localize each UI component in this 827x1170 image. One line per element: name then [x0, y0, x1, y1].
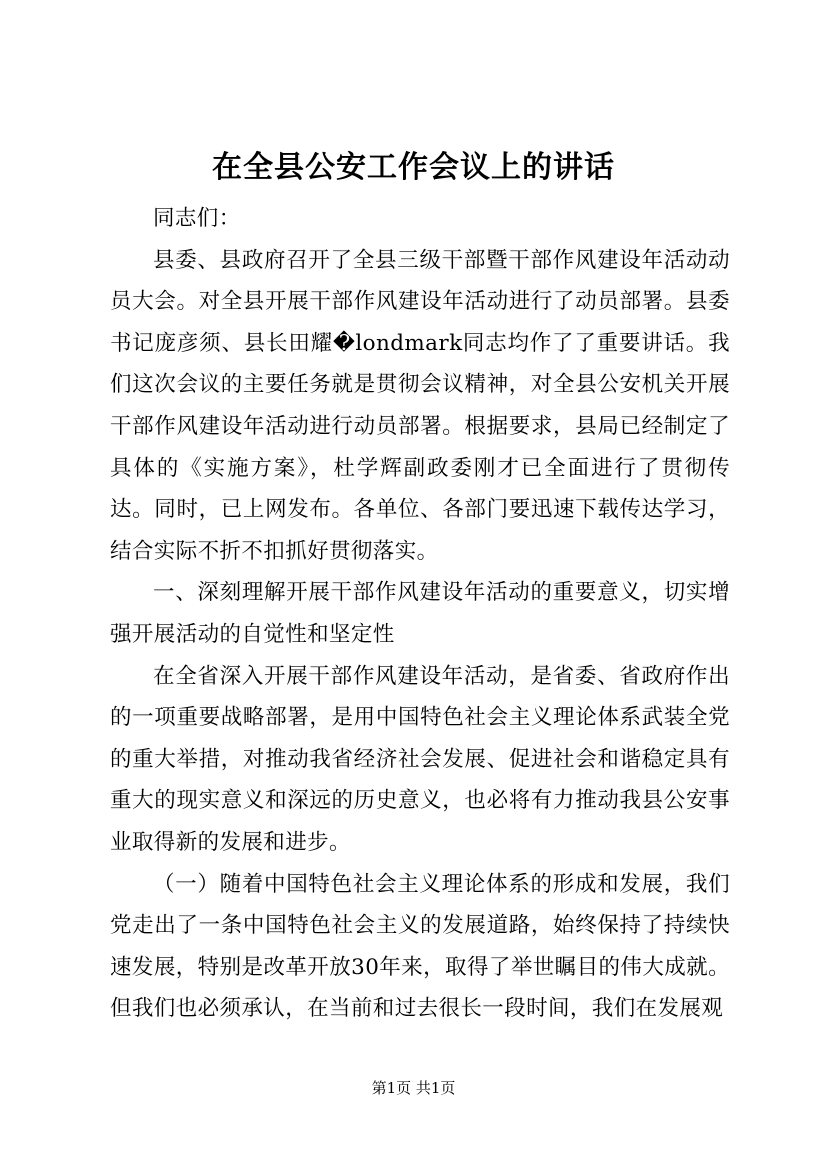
paragraph-significance: 在全省深入开展干部作风建设年活动，是省委、省政府作出的一项重要战略部署，是用中国特色社会主义理论体系武装全党的重大举措，对推动我省经济社会发展、促进社会和谐稳定具有重大的现实意义和深远的历史意义，也必将有力推动我县公安事业取得新的发展和进步。	[110, 663, 730, 855]
document-body	[110, 198, 730, 1030]
section-heading-1: 一、深刻理解开展干部作风建设年活动的重要意义，切实增强开展活动的自觉性和坚定性	[110, 580, 730, 647]
paragraph-intro: 县委、县政府召开了全县三级干部暨干部作风建设年活动动员大会。对全县开展干部作风建设年活动进行了动员部署。县委书记庞彦须、县长田耀�londmark同志均作了了重要讲话。我们这次会议的主要任务就是贯彻会议精神，对全县公安机关开展干部作风建设年活动进行动员部署。根据要求，县局已经制定了具体的《实施方案》，杜学辉副政委刚才已全面进行了贯彻传达。同时，已上网发布。各单位、各部门要迅速下载传达学习，结合实际不折不扣抓好贯彻落实。	[110, 247, 730, 564]
document-title: 在全县公安工作会议上的讲话	[212, 150, 615, 185]
paragraph-subsection-1: （一）随着中国特色社会主义理论体系的形成和发展，我们党走出了一条中国特色社会主义的发展道路，始终保持了持续快速发展，特别是改革开放30年来，取得了举世瞩目的伟大成就。但我们也必须承认，在当前和过去很长一段时间，我们在发展观	[110, 871, 730, 1022]
salutation: 同志们：	[153, 206, 241, 231]
page-number-footer: 第1页 共1页	[371, 1079, 456, 1097]
